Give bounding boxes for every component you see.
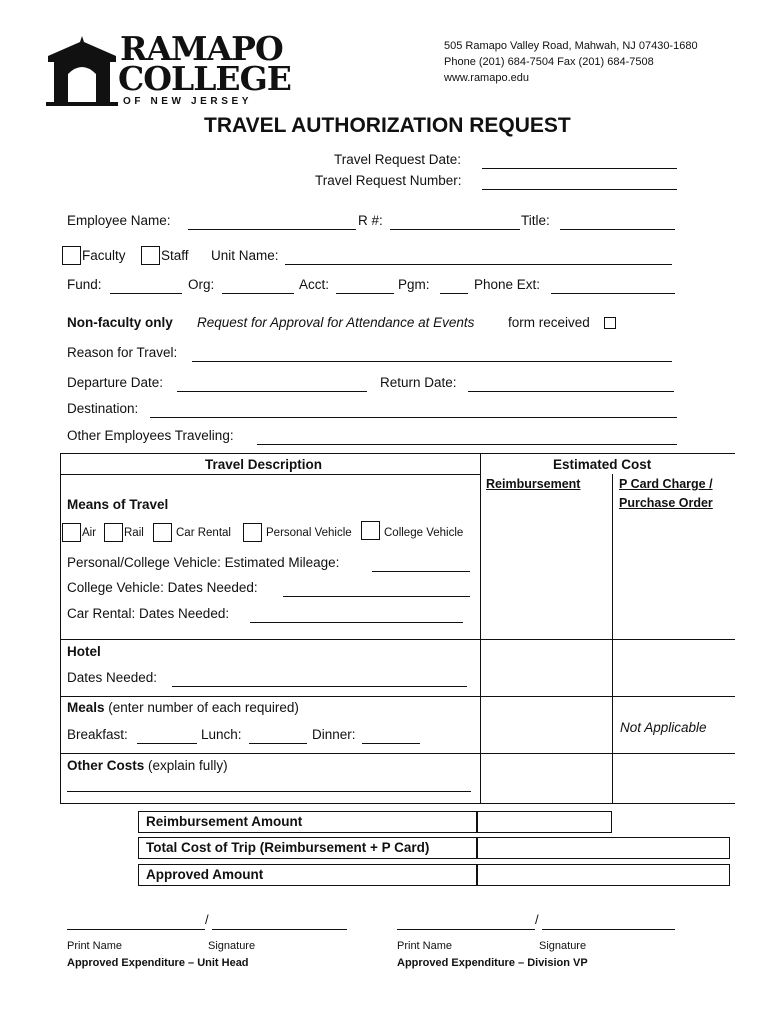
destination-field[interactable] <box>150 417 677 418</box>
staff-label: Staff <box>161 248 189 263</box>
college-name-line2: COLLEGE <box>118 59 291 98</box>
nonfaculty-suffix: form received <box>508 315 590 330</box>
personal-vehicle-checkbox[interactable] <box>243 523 262 542</box>
phone-ext-label: Phone Ext: <box>474 277 541 292</box>
other-costs-field[interactable] <box>67 791 471 792</box>
pcard-header-1: P Card Charge / <box>619 477 713 491</box>
unit-head-signature-label: Signature <box>208 940 256 952</box>
division-vp-print-name-field[interactable] <box>397 929 535 930</box>
breakfast-label: Breakfast: <box>67 727 128 742</box>
other-employees-field[interactable] <box>257 444 677 445</box>
fund-field[interactable] <box>110 293 182 294</box>
employee-name-field[interactable] <box>188 229 356 230</box>
college-name-line1: RAMAPO <box>120 29 283 68</box>
dinner-label: Dinner: <box>312 727 356 742</box>
pgm-field[interactable] <box>440 293 468 294</box>
rail-label: Rail <box>124 527 144 539</box>
unit-head-print-name-label: Print Name <box>67 940 123 952</box>
nonfaculty-checkbox[interactable] <box>604 317 616 329</box>
meals-note: (enter number of each required) <box>108 700 299 715</box>
unit-name-field[interactable] <box>285 264 672 265</box>
rental-dates-field[interactable] <box>250 622 463 623</box>
total-cost-value[interactable] <box>476 837 730 859</box>
title-label: Title: <box>521 213 550 228</box>
division-vp-print-name-label: Print Name <box>397 940 453 952</box>
r-number-field[interactable] <box>390 229 520 230</box>
personal-vehicle-label: Personal Vehicle <box>266 527 352 539</box>
division-vp-slash: / <box>535 912 539 927</box>
departure-label: Departure Date: <box>67 375 164 390</box>
rail-checkbox[interactable] <box>104 523 123 542</box>
faculty-checkbox[interactable] <box>62 246 81 265</box>
college-vehicle-label: College Vehicle <box>384 527 464 539</box>
division-vp-caption: Approved Expenditure – Division VP <box>397 957 588 969</box>
lunch-field[interactable] <box>249 743 307 744</box>
request-number-field[interactable] <box>482 189 677 190</box>
reason-field[interactable] <box>192 361 672 362</box>
employee-name-label: Employee Name: <box>67 213 171 228</box>
mileage-label: Personal/College Vehicle: Estimated Mileage: <box>67 555 340 570</box>
unit-head-slash: / <box>205 912 209 927</box>
college-name-line3: OF NEW JERSEY <box>123 96 253 107</box>
division-vp-signature-field[interactable] <box>542 929 675 930</box>
org-field[interactable] <box>222 293 294 294</box>
air-label: Air <box>82 527 97 539</box>
other-employees-label: Other Employees Traveling: <box>67 428 234 443</box>
unit-head-caption: Approved Expenditure – Unit Head <box>67 957 249 969</box>
other-costs-row-label <box>67 758 228 773</box>
reason-label: Reason for Travel: <box>67 345 178 360</box>
phone-ext-field[interactable] <box>551 293 675 294</box>
hotel-label: Hotel <box>67 644 101 659</box>
contact-web: www.ramapo.edu <box>444 72 529 84</box>
faculty-label: Faculty <box>82 248 126 263</box>
unit-head-print-name-field[interactable] <box>67 929 205 930</box>
request-date-label: Travel Request Date: <box>334 152 462 167</box>
car-rental-checkbox[interactable] <box>153 523 172 542</box>
not-applicable-text: Not Applicable <box>620 720 707 735</box>
college-vehicle-checkbox[interactable] <box>361 521 380 540</box>
reimbursement-amount-label: Reimbursement Amount <box>146 814 303 829</box>
acct-label: Acct: <box>299 277 330 292</box>
breakfast-field[interactable] <box>137 743 197 744</box>
dinner-field[interactable] <box>362 743 420 744</box>
mileage-field[interactable] <box>372 571 470 572</box>
nonfaculty-request: Request for Approval for Attendance at Events <box>197 315 475 330</box>
travel-description-header: Travel Description <box>205 457 323 472</box>
college-dates-field[interactable] <box>283 596 470 597</box>
hotel-dates-label: Dates Needed: <box>67 670 158 685</box>
division-vp-signature-label: Signature <box>539 940 587 952</box>
org-label: Org: <box>188 277 215 292</box>
pcard-header-2: Purchase Order <box>619 496 713 510</box>
destination-label: Destination: <box>67 401 139 416</box>
staff-checkbox[interactable] <box>141 246 160 265</box>
other-costs-label: Other Costs <box>67 758 145 773</box>
contact-address: 505 Ramapo Valley Road, Mahwah, NJ 07430-1680 <box>444 40 698 52</box>
approved-amount-value[interactable] <box>476 864 730 886</box>
request-number-label: Travel Request Number: <box>315 173 462 188</box>
approved-amount-label: Approved Amount <box>146 867 264 882</box>
meals-row-label <box>67 700 299 715</box>
unit-head-signature-field[interactable] <box>212 929 347 930</box>
meals-label: Meals <box>67 700 105 715</box>
request-date-field[interactable] <box>482 168 677 169</box>
form-title: TRAVEL AUTHORIZATION REQUEST <box>204 114 571 137</box>
unit-name-label: Unit Name: <box>211 248 279 263</box>
reimbursement-header: Reimbursement <box>486 477 581 491</box>
air-checkbox[interactable] <box>62 523 81 542</box>
college-arch-icon <box>44 34 120 106</box>
rental-dates-label: Car Rental: Dates Needed: <box>67 606 230 621</box>
nonfaculty-label: Non-faculty only <box>67 315 173 330</box>
r-number-label: R #: <box>358 213 383 228</box>
fund-label: Fund: <box>67 277 102 292</box>
return-field[interactable] <box>468 391 674 392</box>
car-rental-label: Car Rental <box>176 527 231 539</box>
total-cost-label: Total Cost of Trip (Reimbursement + P Card) <box>146 840 430 855</box>
reimbursement-amount-value[interactable] <box>476 811 612 833</box>
other-costs-note: (explain fully) <box>148 758 228 773</box>
estimated-cost-header: Estimated Cost <box>553 457 652 472</box>
title-field[interactable] <box>560 229 675 230</box>
means-of-travel-label: Means of Travel <box>67 497 169 512</box>
acct-field[interactable] <box>336 293 394 294</box>
hotel-dates-field[interactable] <box>172 686 467 687</box>
college-dates-label: College Vehicle: Dates Needed: <box>67 580 258 595</box>
departure-field[interactable] <box>177 391 367 392</box>
lunch-label: Lunch: <box>201 727 242 742</box>
pgm-label: Pgm: <box>398 277 430 292</box>
contact-phone: Phone (201) 684-7504 Fax (201) 684-7508 <box>444 56 654 68</box>
return-label: Return Date: <box>380 375 457 390</box>
